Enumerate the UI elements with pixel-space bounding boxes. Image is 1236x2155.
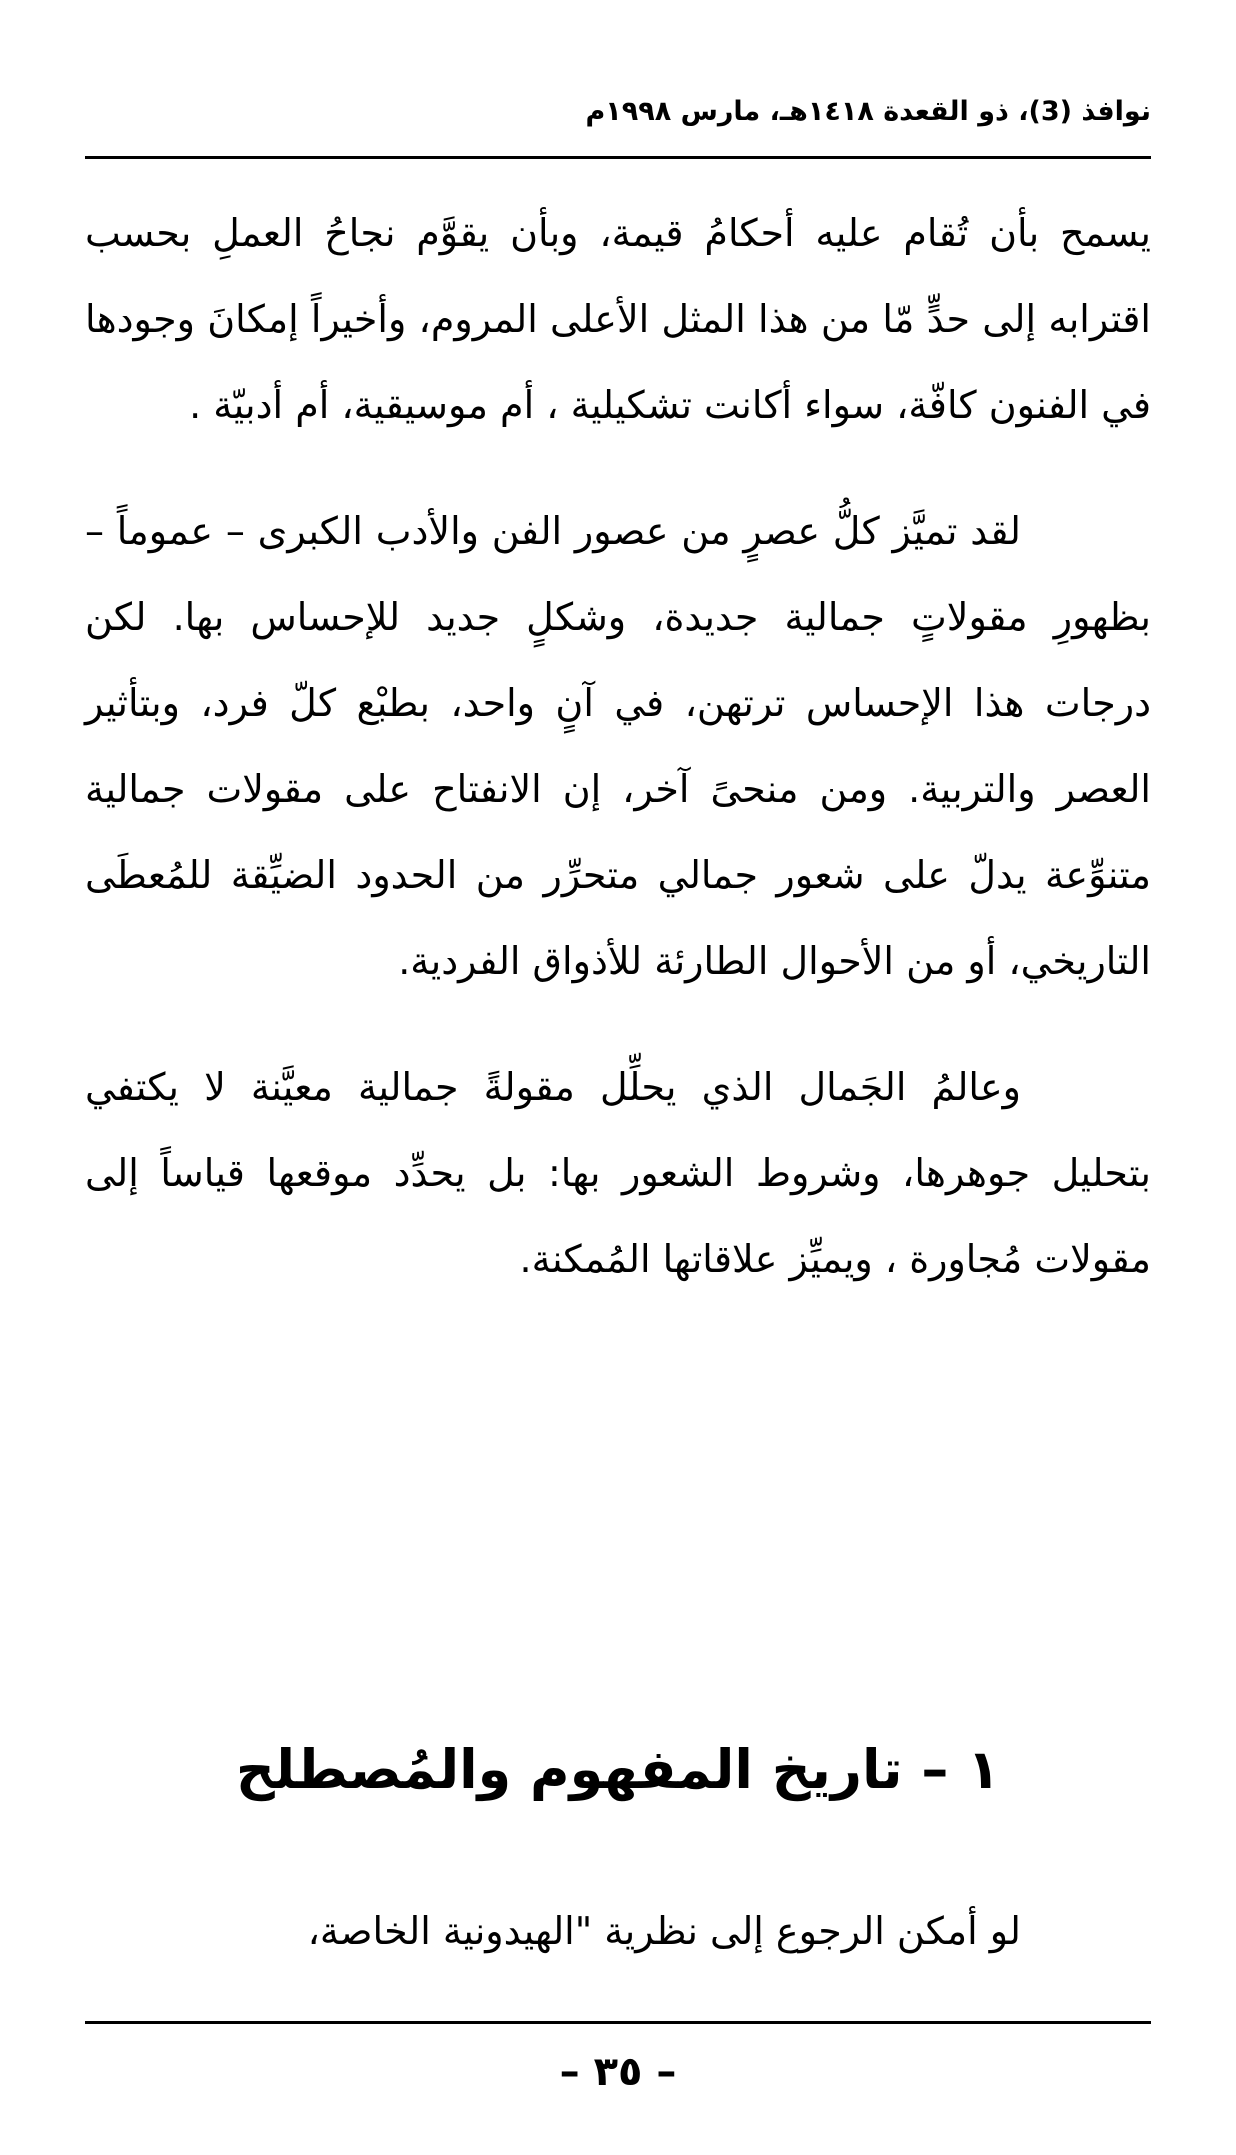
paragraph-1: يسمح بأن تُقام عليه أحكامُ قيمة، وبأن يقوَّم نجاحُ العملِ بحسب اقترابه إلى حدٍّ مّا من هذا المثل الأعلى المروم، وأخيراً إمكانَ وجودها في الفنون كافّة، سواء أكانت تشكيلية ، أم موسيقية، أم أدبيّة . (85, 211, 1151, 427)
page-number: – ٣٥ – (559, 2049, 677, 2095)
section-first-line: لو أمكن الرجوع إلى نظرية "الهيدونية الخاصة، (307, 1909, 1021, 1953)
paragraph-2: لقد تميَّز كلُّ عصرٍ من عصور الفن والأدب الكبرى – عموماً – بظهورِ مقولاتٍ جمالية جديدة، وشكلٍ جديد للإحساس بها. لكن درجات هذا الإحساس ترتهن، في آنٍ واحد، بطبْع كلّ فرد، وبتأثير العصر والتربية. ومن منحىً آخر، إن الانفتاح على مقولات جمالية متنوِّعة يدلّ على شعور جمالي متحرِّر من الحدود الضيِّقة للمُعطَى التاريخي، أو من الأحوال الطارئة للأذواق الفردية. (85, 509, 1151, 983)
paragraph-3: وعالمُ الجَمال الذي يحلِّل مقولةً جمالية معيَّنة لا يكتفي بتحليل جوهرها، وشروط الشعور بها: بل يحدِّد موقعها قياساً إلى مقولات مُجاورة ، ويميِّز علاقاتها المُمكنة. (85, 1065, 1151, 1281)
section-heading: ١ – تاريخ المفهوم والمُصطلح (235, 1738, 1001, 1801)
header-rule (85, 156, 1151, 159)
running-header: نوافذ (3)، ذو القعدة ١٤١٨هـ، مارس ١٩٩٨م (585, 96, 1151, 127)
body-text (85, 190, 1151, 1302)
footer-rule (85, 2021, 1151, 2024)
